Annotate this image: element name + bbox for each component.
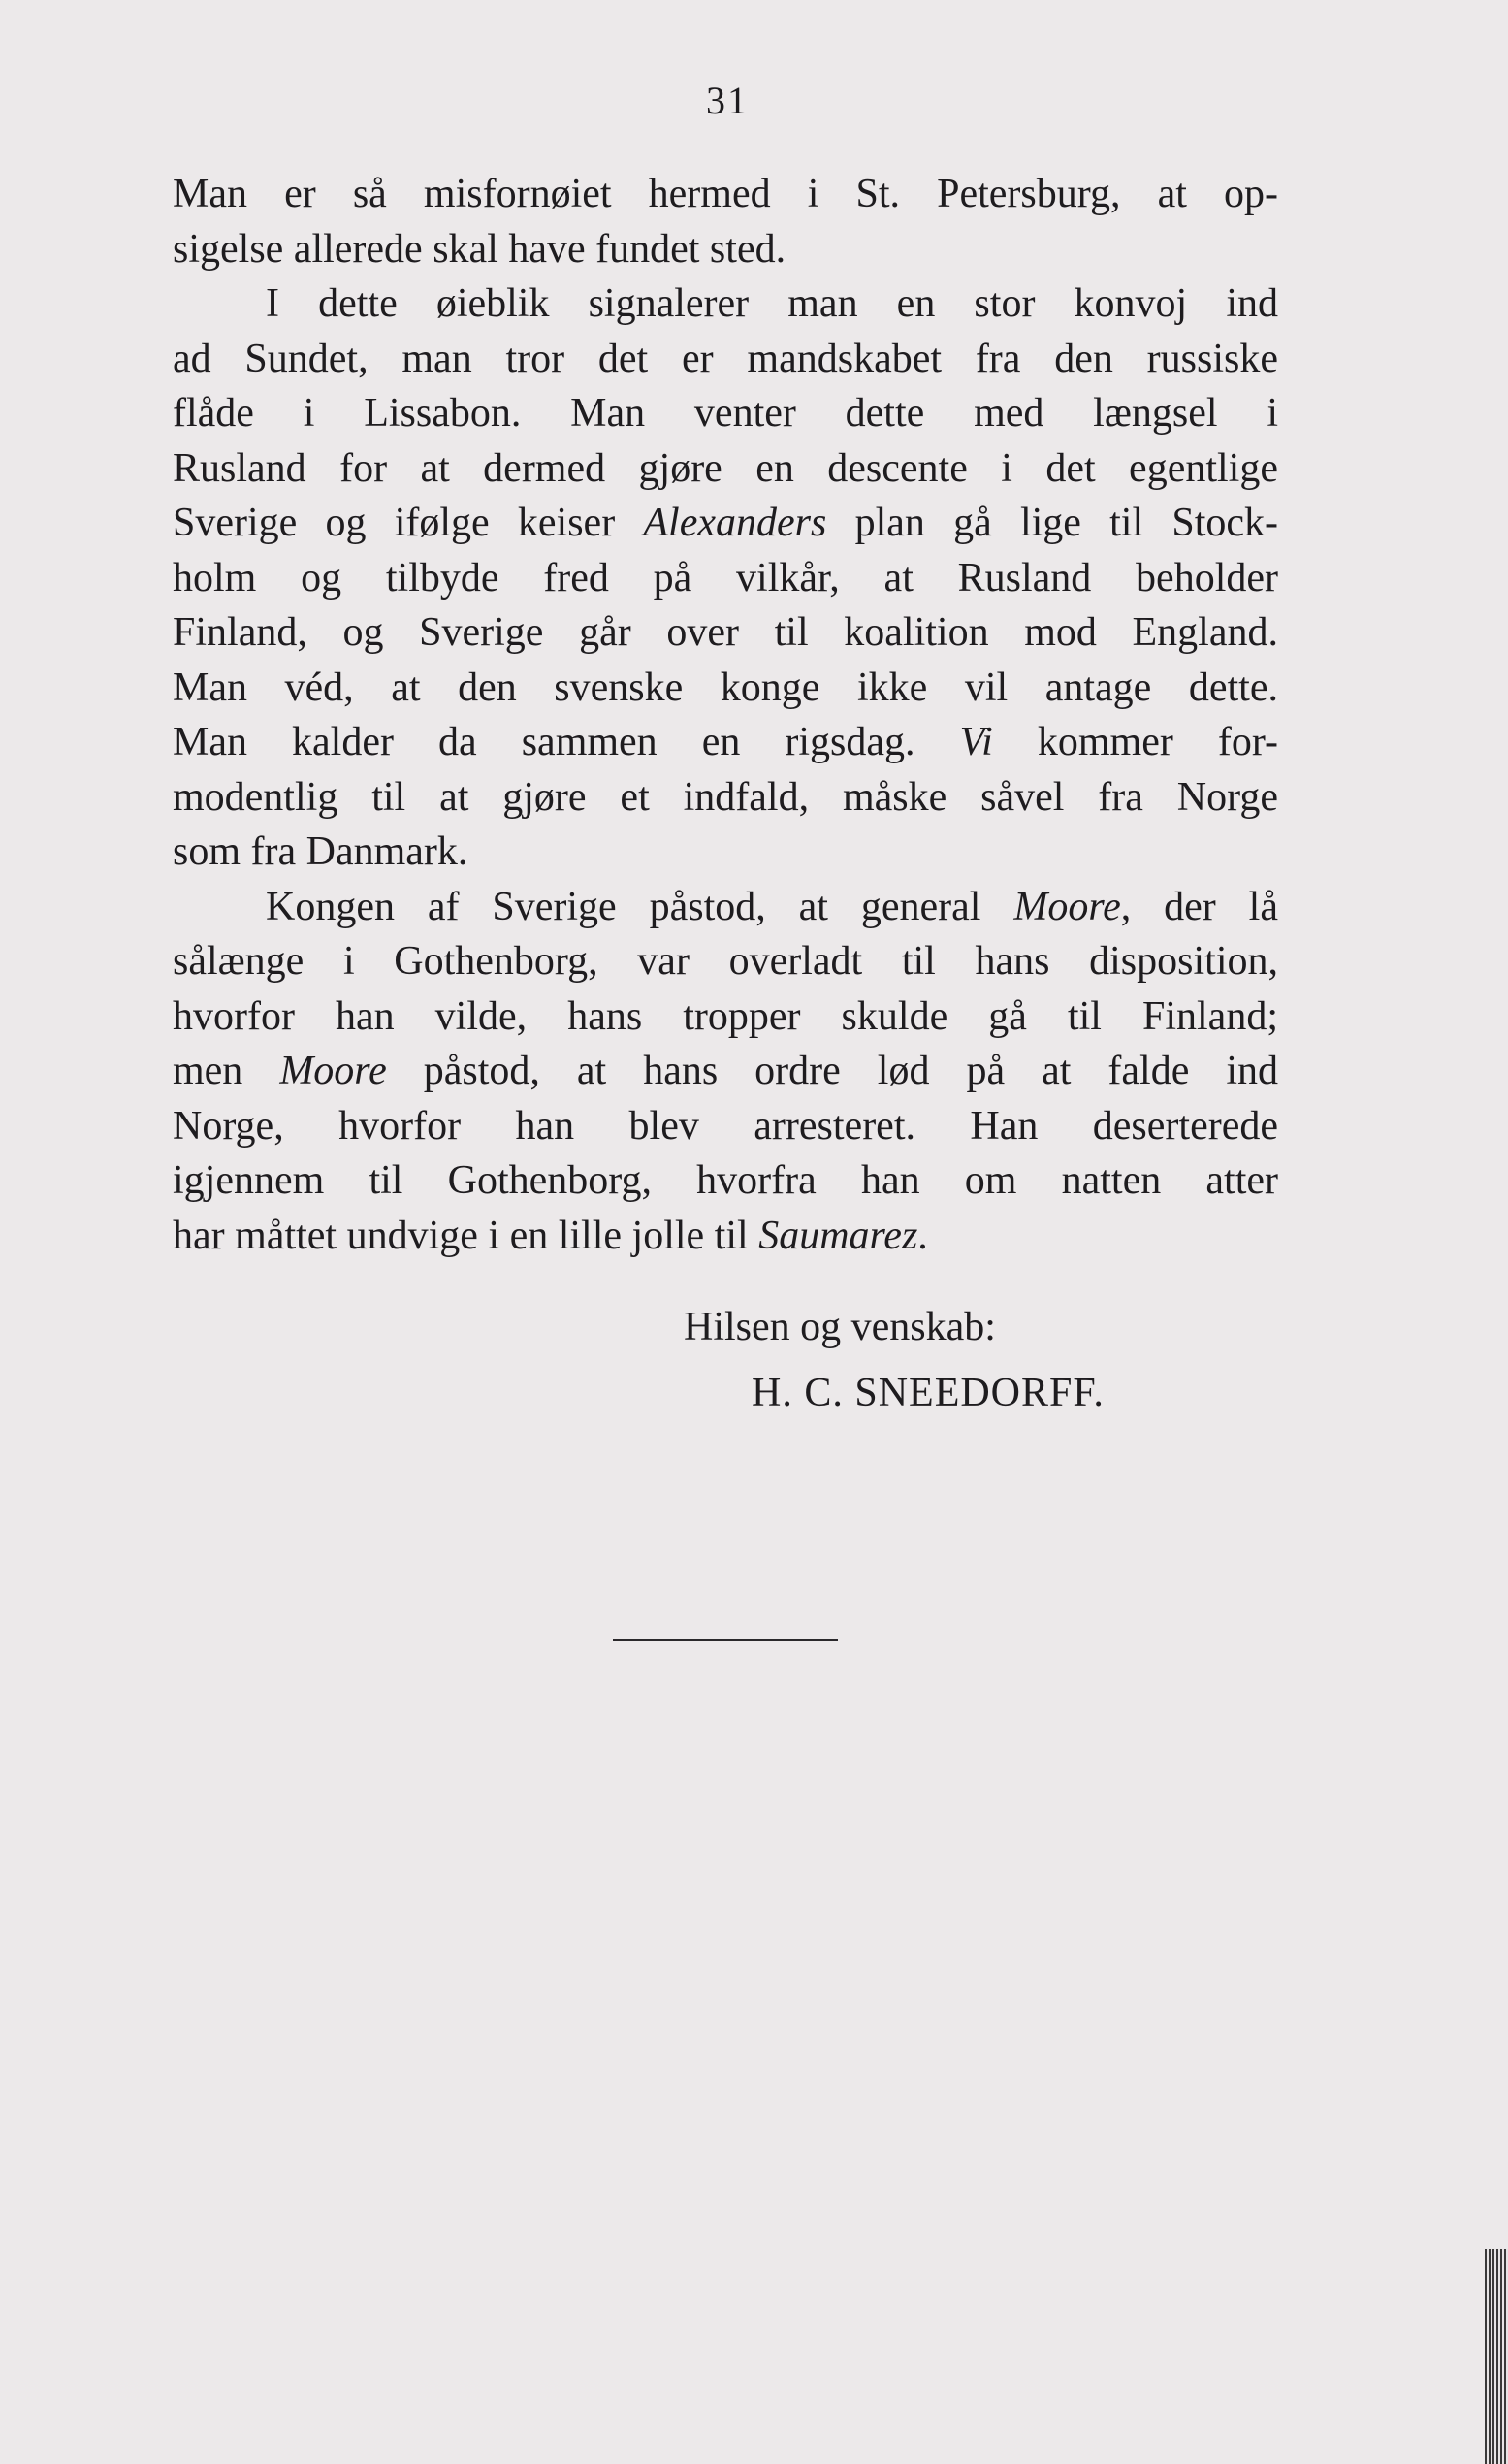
text-run: . [917, 1213, 928, 1258]
closing-greeting: Hilsen og venskab: [684, 1305, 996, 1349]
name-saumarez: Saumarez [758, 1213, 918, 1258]
text-line [173, 1209, 1278, 1264]
text-line: Man er så misfornøiet hermed i St. Petersburg, at op- [173, 172, 1278, 216]
letter-body [173, 167, 1278, 1263]
section-divider [613, 1639, 838, 1641]
text-line [173, 1044, 1278, 1099]
text-run: har måttet undvige i en lille jolle til [173, 1213, 759, 1258]
text-line: Finland, og Sverige går over til koalition mod England. [173, 610, 1278, 655]
text-run: men [173, 1049, 280, 1093]
scan-edge [1485, 2249, 1508, 2464]
text-line: flåde i Lissabon. Man venter dette med længsel i [173, 391, 1278, 436]
text-line: I dette øieblik signalerer man en stor konvoj ind [266, 281, 1278, 326]
text-run: plan gå lige til Stock- [826, 501, 1279, 545]
page-number: 31 [706, 79, 749, 122]
text-line: sigelse allerede skal have fundet sted. [173, 226, 786, 272]
text-run: Man kalder da sammen en rigsdag. [173, 720, 960, 764]
text-line: sålænge i Gothenborg, var overladt til hans disposition, [173, 939, 1278, 984]
text-run: Kongen af Sverige påstod, at general [266, 884, 1014, 929]
text-line [173, 880, 1278, 935]
text-run: påstod, at hans ordre lød på at falde ind [386, 1049, 1279, 1093]
text-run: , der lå [1120, 884, 1278, 929]
word-vi: Vi [959, 720, 993, 764]
name-alexanders: Alexanders [643, 501, 827, 545]
text-line: modentlig til at gjøre et indfald, måske såvel fra Norge [173, 774, 1278, 820]
text-run: Sverige og ifølge keiser [173, 501, 644, 545]
text-line: holm og tilbyde fred på vilkår, at Rusland beholder [173, 555, 1278, 600]
text-line: hvorfor han vilde, hans tropper skulde gå til Finland; [173, 993, 1278, 1039]
text-line: ad Sundet, man tror det er mandskabet fra den russiske [173, 336, 1278, 381]
text-line: Man véd, at den svenske konge ikke vil antage dette. [173, 665, 1278, 710]
text-line: Rusland for at dermed gjøre en descente i det egentlige [173, 445, 1278, 491]
text-line [173, 715, 1278, 770]
text-line: igjennem til Gothenborg, hvorfra han om natten atter [173, 1158, 1278, 1203]
signature: H. C. SNEEDORFF. [752, 1371, 1105, 1415]
name-moore: Moore [279, 1049, 387, 1093]
text-line [173, 496, 1278, 551]
text-line: Norge, hvorfor han blev arresteret. Han deserterede [173, 1103, 1278, 1149]
text-run: kommer for- [992, 720, 1278, 764]
text-line: som fra Danmark. [173, 829, 468, 874]
name-moore: Moore [1013, 884, 1121, 929]
